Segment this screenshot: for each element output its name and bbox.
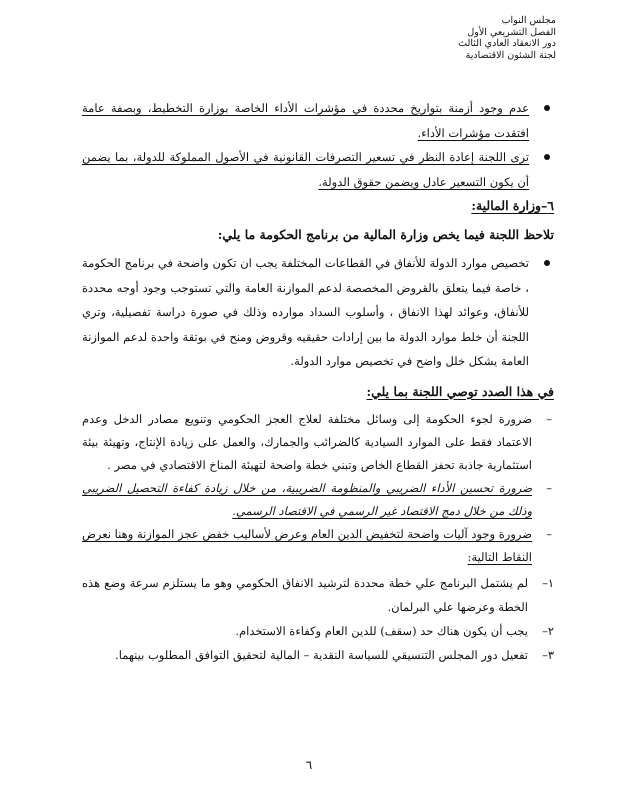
point-number: ٢– <box>542 624 554 638</box>
header-line-parliament: مجلس النواب <box>501 15 556 26</box>
recommendation-text: ضرورة وجود آليات واضحة لتخفيض الدين العام وعرض لأساليب خفض عجز الموازنة وهنا نعرض النقاط التالية: <box>82 527 532 564</box>
bullet-dot-icon <box>544 260 550 266</box>
numbered-point <box>82 643 554 667</box>
bullet-text: تخصيص موارد الدولة للأنفاق في القطاعات المختلفة يجب ان تكون واضحة في برنامج الحكومة ، خاصة فيما يتعلق بالقروض المخصصة لدعم الموازنة العامة والتي تستوجب وجود أوجه محددة للأنفاق، وعوائد لهذا الانفاق ، وأسلوب السداد موارده وذلك في صورة دراسة تفصيلية، وتري اللجنة أن خلط موارد الدولة ما بين إرادات حقيقيه وقروض ومنح في بوتقة واحدة لدعم الموازنة العامة يشكل خلل واضح في تخصيص موارد الدولة. <box>82 256 529 368</box>
recommendation-text: ضرورة تحسين الأداء الضريبي والمنظومة الضريبية، من خلال زيادة كفاءة التحصيل الضريبي وذلك من خلال دمج الاقتصاد غير الرسمي في الاقتصاد الرسمي. <box>82 481 532 518</box>
recommendation-item <box>82 477 554 523</box>
bullet-dot-icon <box>544 105 550 111</box>
point-text: يجب أن يكون هناك حد (سقف) للدين العام وكفاءة الاستخدام. <box>235 624 528 638</box>
recommendations-heading-text: في هذا الصدد توصي اللجنة بما يلي: <box>366 383 554 399</box>
bullet-item <box>82 145 554 194</box>
numbered-point <box>82 571 554 619</box>
dash-marker: – <box>546 527 552 541</box>
recommendations-heading <box>82 380 554 405</box>
dash-marker: – <box>546 481 552 495</box>
document-header <box>458 15 556 61</box>
observations-heading: تلاحظ اللجنة فيما يخص وزارة المالية من برنامج الحكومة ما يلي: <box>217 226 554 242</box>
section-title <box>82 194 554 219</box>
bullet-text: ترى اللجنة إعادة النظر في تسعير التصرفات القانونية في الأصول المملوكة للدولة، بما يضمن أن يكون التسعير عادل ويضمن حقوق الدولة. <box>82 150 529 189</box>
recommendation-text: ضرورة لجوء الحكومة إلى وسائل مختلفة لعلاج العجز الحكومي وتنويع مصادر الدخل وعدم الاعتماد فقط على الموارد السيادية كالضرائب والجمارك، والعمل على زيادة الإنتاج، وتهيئة بيئة استثمارية جاذبة تحفز القطاع الخاص وتبني خطة واضحة لتهيئة المناخ الاقتصادي في مصر . <box>82 412 532 472</box>
header-line-committee: لجنة الشئون الاقتصادية <box>465 49 556 61</box>
section-title-text: ٦–وزارة المالية: <box>471 198 554 213</box>
point-number: ١– <box>542 576 554 590</box>
header-line-session: دور الانعقاد العادي الثالث <box>458 38 556 49</box>
bullet-item <box>82 251 554 374</box>
recommendation-item <box>82 523 554 569</box>
numbered-point <box>82 619 554 643</box>
document-body <box>82 96 554 667</box>
point-text: لم يشتمل البرنامج علي خطة محددة لترشيد الانفاق الحكومي وهو ما يستلزم سرعة وضع هذه الخطة وعرضها علي البرلمان. <box>82 576 528 614</box>
bullet-dot-icon <box>544 154 550 160</box>
header-line-term: الفصل التشريعي الأول <box>467 26 556 38</box>
page-number: ٦ <box>305 758 313 772</box>
dash-marker: – <box>546 412 552 426</box>
bullet-text: عدم وجود أزمنة بتواريخ محددة في مؤشرات الأداء الخاصة بوزارة التخطيط، وبصفة عامة افتقدت مؤشرات الأداء. <box>82 101 529 140</box>
point-text: تفعيل دور المجلس التنسيقي للسياسة النقدية – المالية لتحقيق التوافق المطلوب بينهما. <box>115 648 528 662</box>
bullet-item <box>82 96 554 145</box>
recommendation-item <box>82 408 554 477</box>
point-number: ٣– <box>542 648 554 662</box>
